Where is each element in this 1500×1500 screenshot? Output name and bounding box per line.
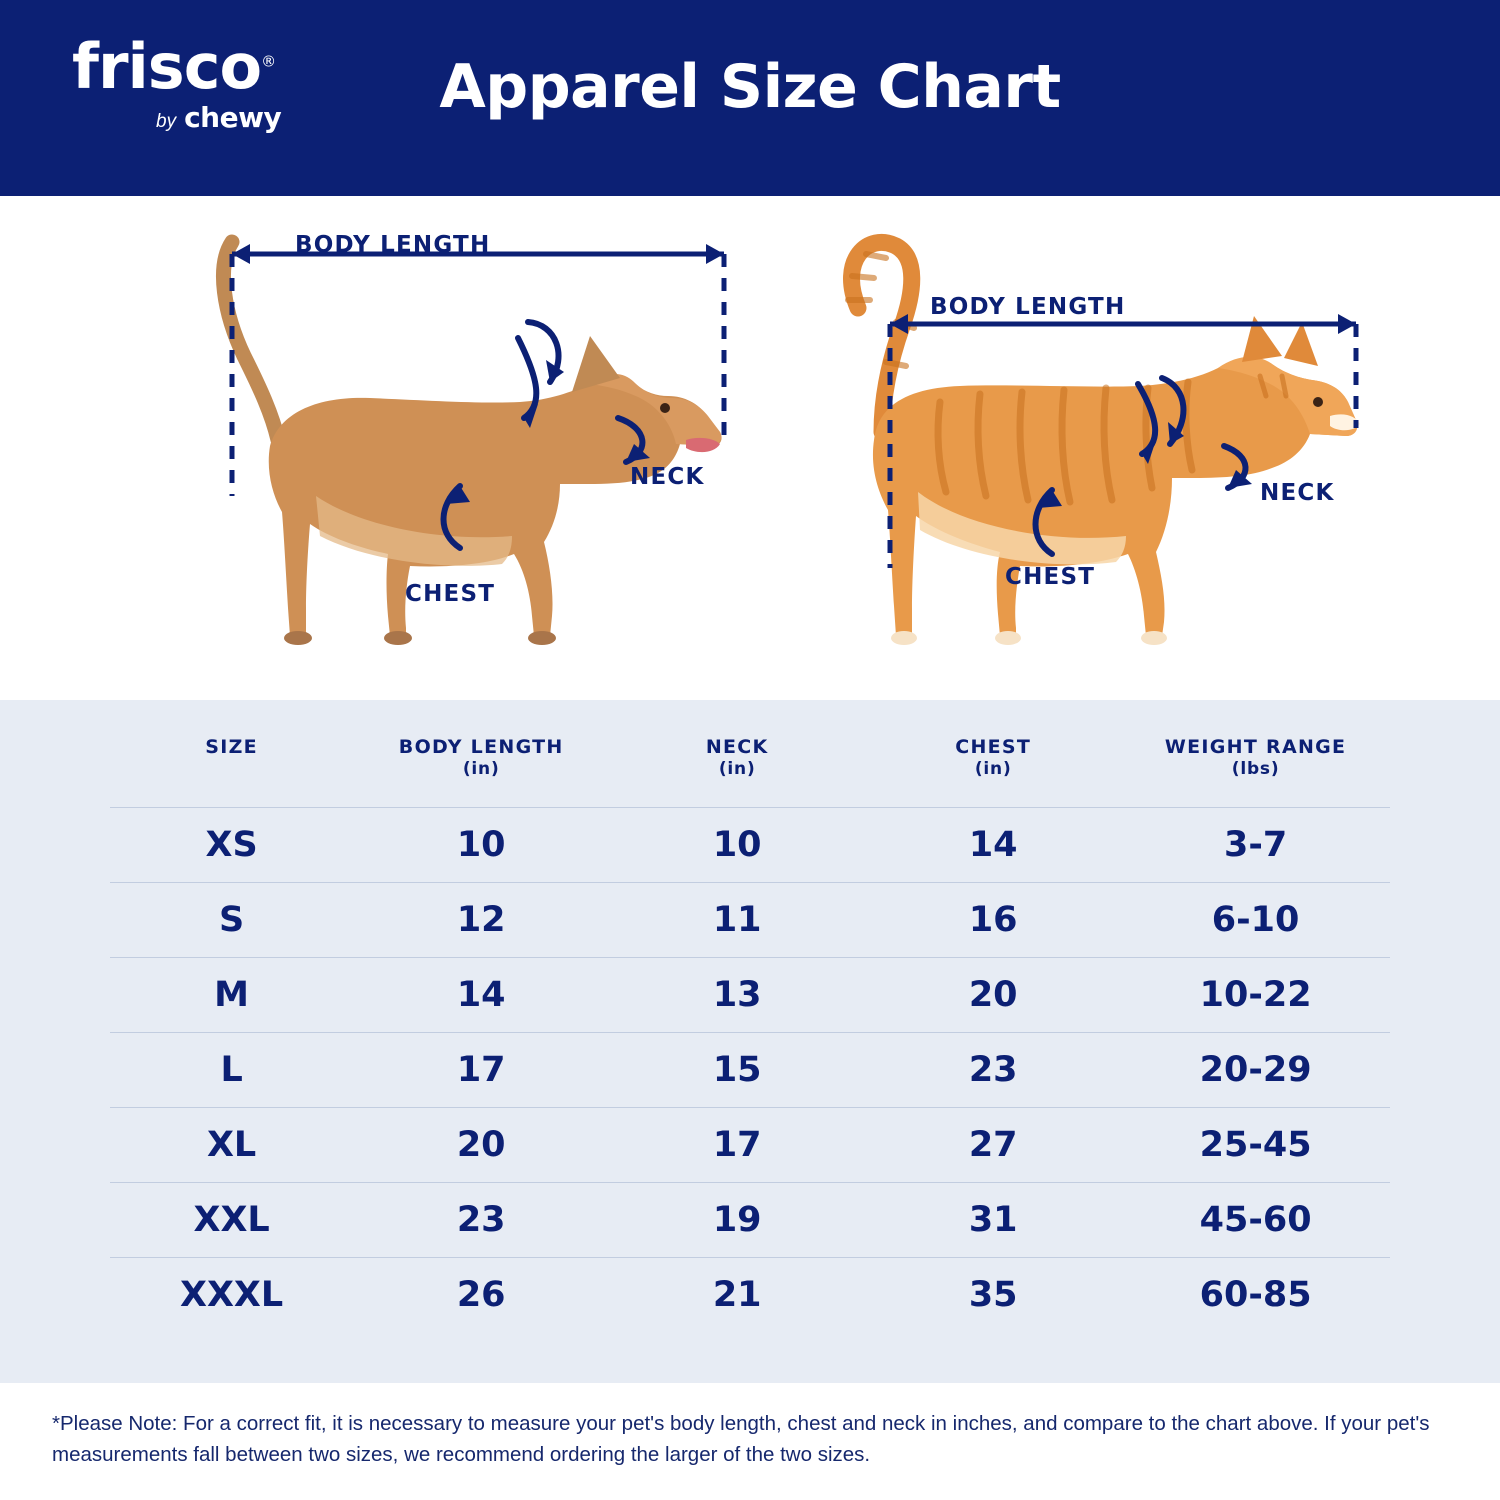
footnote: *Please Note: For a correct fit, it is necessary to measure your pet's body length, chest and neck in inches, and compare to the chart above. If your pet's measurements fall between two sizes, we recommend ordering the larger of the two sizes. [0,1383,1500,1500]
cell-neck: 17 [609,1108,865,1183]
cat-illustration [790,196,1390,700]
logo-chewy-label: chewy [184,100,282,134]
cell-size: XS [110,808,353,883]
size-table-section [0,700,1500,1400]
size-table [110,734,1390,1332]
cat-chest-label: CHEST [1005,564,1096,590]
col-header-neck [609,734,865,808]
dog-illustration [120,196,740,700]
cell-size: L [110,1033,353,1108]
cat-body-length-label: BODY LENGTH [930,294,1126,320]
cell-chest: 27 [865,1108,1121,1183]
table-row [110,1183,1390,1258]
col-header-body-length [353,734,609,808]
table-row [110,958,1390,1033]
cell-body-length: 23 [353,1183,609,1258]
cell-neck: 13 [609,958,865,1033]
col-header-body-length-label: BODY LENGTH [398,736,564,758]
col-header-weight-range-label: WEIGHT RANGE [1164,736,1347,758]
cell-neck: 15 [609,1033,865,1108]
cell-neck: 21 [609,1258,865,1333]
cell-size: M [110,958,353,1033]
cell-neck: 10 [609,808,865,883]
cell-weight-range: 3-7 [1121,808,1390,883]
table-header [110,734,1390,808]
cell-chest: 23 [865,1033,1121,1108]
cell-weight-range: 20-29 [1121,1033,1390,1108]
cell-body-length: 12 [353,883,609,958]
cell-chest: 14 [865,808,1121,883]
cell-chest: 20 [865,958,1121,1033]
cell-size: XXXL [110,1258,353,1333]
cell-weight-range: 25-45 [1121,1108,1390,1183]
page-header [0,0,1500,196]
cat-neck-label: NECK [1260,480,1335,506]
col-header-chest-label: CHEST [955,736,1032,758]
cell-weight-range: 45-60 [1121,1183,1390,1258]
cell-weight-range: 6-10 [1121,883,1390,958]
cell-size: XL [110,1108,353,1183]
page-title: Apparel Size Chart [439,52,1061,122]
registered-trademark-icon: ® [261,52,276,71]
logo-by-label: by [156,110,177,132]
col-header-size-label: SIZE [205,736,258,758]
dog-body-length-label: BODY LENGTH [295,232,491,258]
illustration-band [0,196,1500,700]
cell-body-length: 20 [353,1108,609,1183]
col-header-chest-unit: (in) [974,759,1012,780]
table-body [110,808,1390,1333]
col-header-neck-label: NECK [705,736,769,758]
col-header-weight-range-unit: (lbs) [1231,759,1280,780]
cell-chest: 31 [865,1183,1121,1258]
col-header-neck-unit: (in) [718,759,756,780]
dog-figure [120,196,740,700]
col-header-body-length-unit: (in) [462,759,500,780]
cell-body-length: 14 [353,958,609,1033]
col-header-chest [865,734,1121,808]
dog-neck-label: NECK [630,464,705,490]
cell-size: XXL [110,1183,353,1258]
cell-weight-range: 60-85 [1121,1258,1390,1333]
dog-chest-label: CHEST [405,581,496,607]
cell-size: S [110,883,353,958]
cell-neck: 19 [609,1183,865,1258]
table-row [110,883,1390,958]
table-row [110,1108,1390,1183]
cell-body-length: 17 [353,1033,609,1108]
table-header-row [110,734,1390,808]
cell-neck: 11 [609,883,865,958]
table-row [110,1033,1390,1108]
cat-figure [790,196,1390,700]
col-header-weight-range [1121,734,1390,808]
cell-chest: 35 [865,1258,1121,1333]
cell-chest: 16 [865,883,1121,958]
cell-weight-range: 10-22 [1121,958,1390,1033]
table-row [110,1258,1390,1333]
col-header-size [110,734,353,808]
table-row [110,808,1390,883]
cell-body-length: 26 [353,1258,609,1333]
cell-body-length: 10 [353,808,609,883]
logo-wordmark: frisco [72,30,262,103]
